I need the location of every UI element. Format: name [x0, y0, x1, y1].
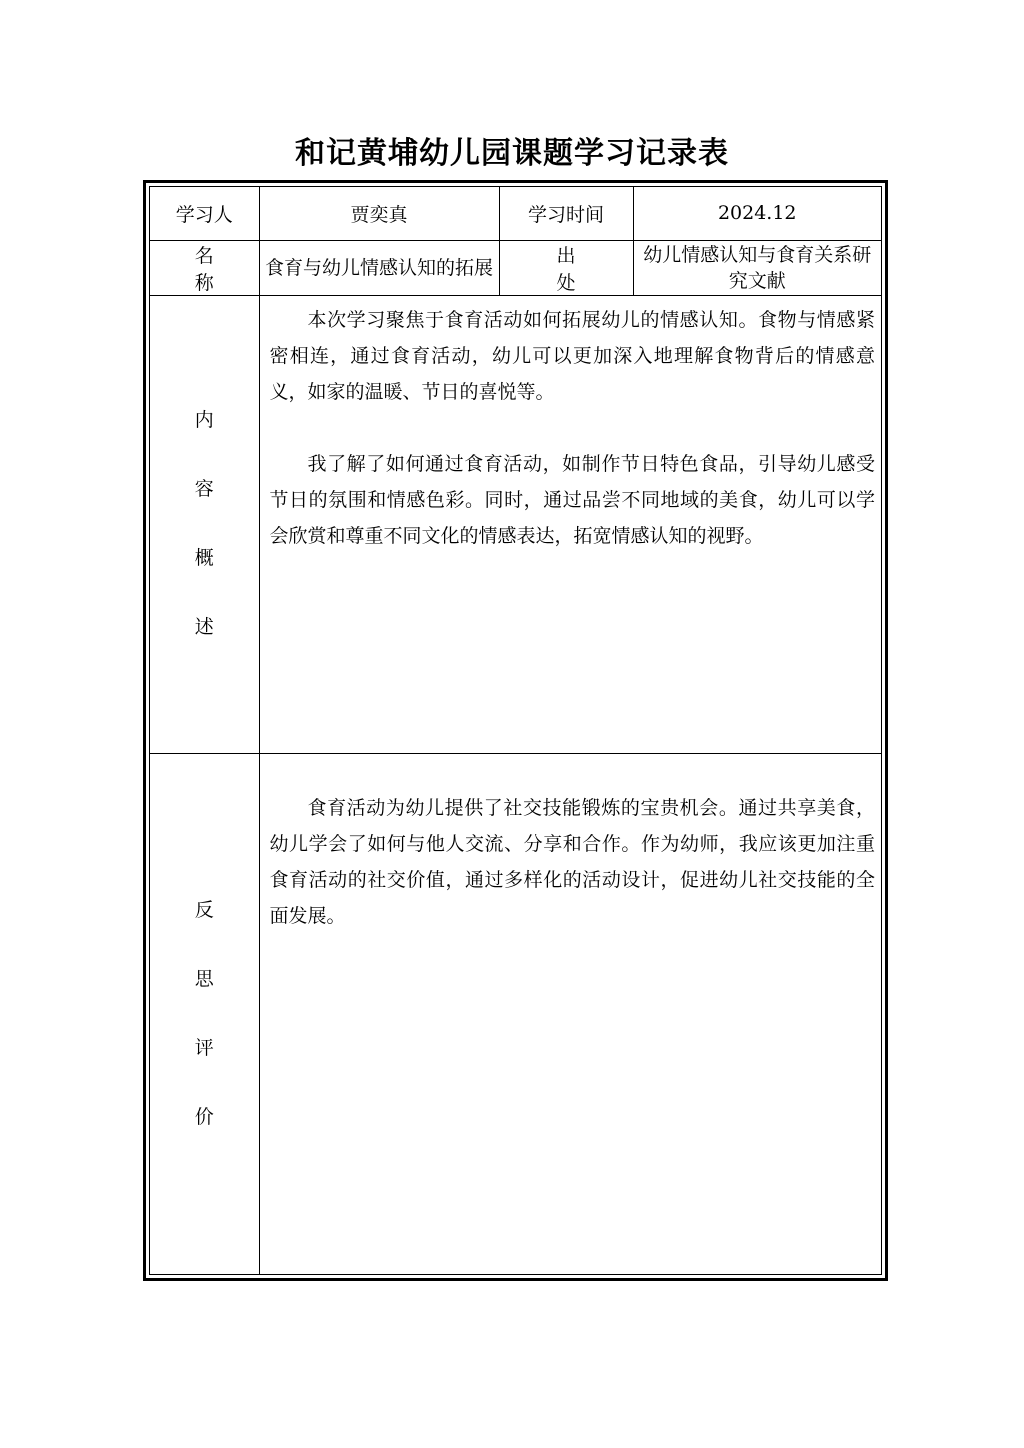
summary-row [150, 295, 881, 753]
name-row [150, 240, 881, 295]
time-label: 学习时间 [499, 187, 633, 240]
summary-content [259, 295, 881, 753]
source-label: 出 处 [499, 240, 633, 295]
reflection-label [150, 753, 259, 1274]
summary-label-char: 概 [194, 547, 214, 569]
reflection-label-char: 价 [194, 1105, 214, 1128]
reflection-label-char: 评 [194, 1036, 214, 1059]
summary-label-char: 容 [194, 478, 214, 500]
reflection-row [150, 753, 881, 1274]
reflection-label-char: 反 [194, 898, 214, 921]
summary-paragraph: 本次学习聚焦于食育活动如何拓展幼儿的情感认知。食物与情感紧密相连，通过食育活动，幼儿可以更加深入地理解食物背后的情感意义，如家的温暖、节日的喜悦等。 [269, 308, 875, 403]
name-value: 食育与幼儿情感认知的拓展 [259, 240, 499, 295]
summary-label-char: 述 [194, 616, 214, 638]
learner-value: 贾奕真 [259, 187, 499, 240]
learner-label: 学习人 [150, 187, 259, 240]
summary-label-char: 内 [194, 409, 214, 431]
reflection-content [259, 753, 881, 1274]
page-title: 和记黄埔幼儿园课题学习记录表 [295, 136, 729, 171]
record-table [150, 187, 881, 1274]
time-value: 2024.12 [633, 187, 881, 240]
reflection-paragraph: 食育活动为幼儿提供了社交技能锻炼的宝贵机会。通过共享美食，幼儿学会了如何与他人交流、分享和合作。作为幼师，我应该更加注重食育活动的社交价值，通过多样化的活动设计，促进幼儿社交技能的全面发展。 [269, 796, 875, 927]
reflection-label-char: 思 [194, 967, 214, 990]
summary-paragraph: 我了解了如何通过食育活动，如制作节日特色食品，引导幼儿感受节日的氛围和情感色彩。同时，通过品尝不同地域的美食，幼儿可以学会欣赏和尊重不同文化的情感表达，拓宽情感认知的视野。 [269, 452, 875, 547]
header-row [150, 187, 881, 240]
source-value: 幼儿情感认知与食育关系研究文献 [633, 240, 881, 295]
name-label: 名 称 [150, 240, 259, 295]
record-table-frame [143, 180, 888, 1281]
summary-label [150, 295, 259, 753]
